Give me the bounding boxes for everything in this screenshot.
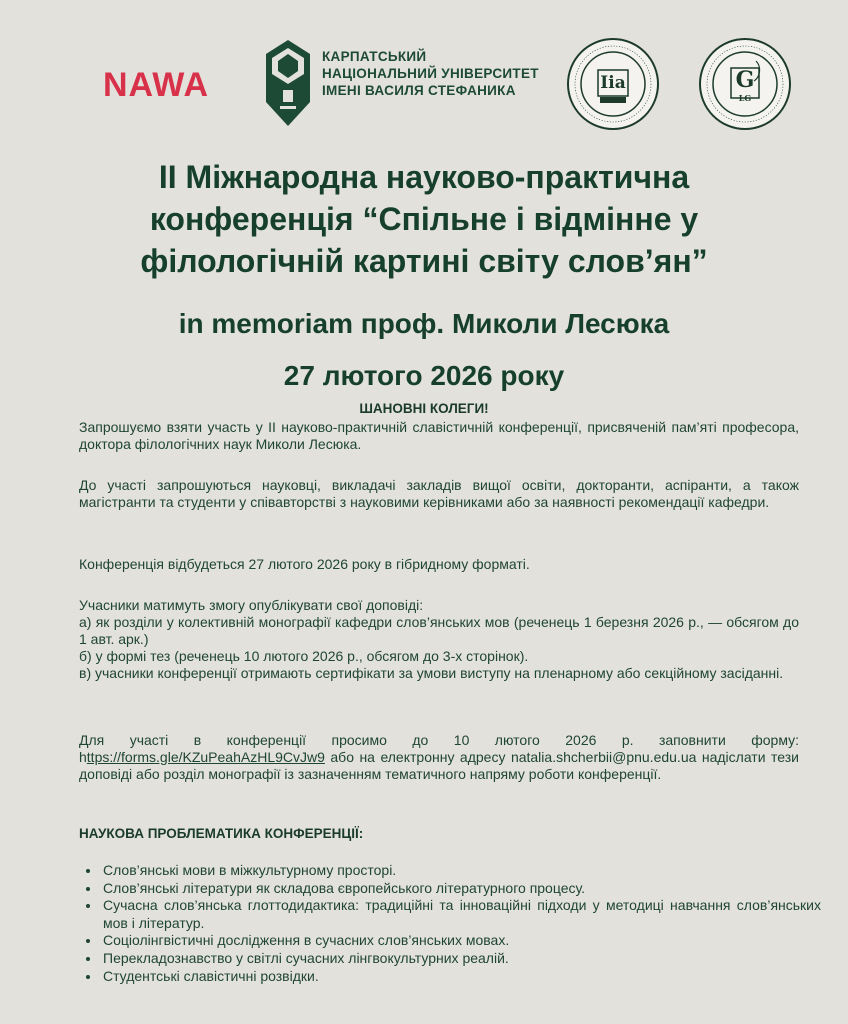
seal-1-letters: Iia: [600, 73, 626, 93]
list-item: • Перекладознавство у світлі сучасних лінгвокультурних реалій.: [101, 950, 821, 968]
participants-paragraph: До участі запрошуються науковці, викладачі закладів вищої освіти, докторанти, аспіранти, а також магістранти та студенти у співавторстві з науковими керівниками або за наявності рекомендації кафедри.: [79, 477, 799, 510]
publication-block: [79, 597, 799, 682]
university-emblem-icon: [266, 40, 310, 126]
publication-option-a: а) як розділи у колективній монографії кафедри слов’янських мов (реченець 1 березня 2026 р., — обсягом до 1 авт. арк.): [79, 614, 799, 647]
page-title: ІІ Міжнародна науково-практична конференція “Спільне і відмінне у філологічній картині світу слов’ян”: [140, 159, 708, 279]
seal-2-letters: G: [735, 67, 755, 93]
department-seal-1: [566, 37, 660, 131]
conference-date: 27 лютого 2026 року: [283, 360, 565, 391]
seal-2-subletters: LG: [738, 93, 752, 103]
publication-option-b: б) у формі тез (реченець 10 лютого 2026 р., обсягом до 3-х сторінок).: [79, 648, 529, 664]
invite-paragraph: Запрошуємо взяти участь у ІІ науково-практичній славістичній конференції, присвяченій пам’яті професора, доктора філологічних наук Миколи Лесюка.: [79, 419, 799, 452]
list-item: • Слов’янські літератури як складова європейського літературного процесу.: [101, 880, 821, 898]
greeting: ШАНОВНІ КОЛЕГИ!: [359, 401, 489, 416]
contact-email[interactable]: natalia.shcherbii@pnu.edu.ua: [510, 749, 697, 765]
university-name: КАРПАТСЬКИЙ НАЦІОНАЛЬНИЙ УНІВЕРСИТЕТ ІМЕНІ ВАСИЛЯ СТЕФАНИКА: [322, 49, 539, 98]
list-item: • Студентські славістичні розвідки.: [101, 968, 821, 986]
list-item: • Соціолінгвістичні дослідження в сучасних слов’янських мовах.: [101, 932, 821, 950]
department-seal-2: [698, 37, 792, 131]
topics-heading: НАУКОВА ПРОБЛЕМАТИКА КОНФЕРЕНЦІЇ:: [79, 826, 364, 841]
list-item: • Слов’янські мови в міжкультурному просторі.: [101, 862, 821, 880]
nawa-logo: NAWA: [103, 66, 209, 104]
format-paragraph: Конференція відбудеться 27 лютого 2026 року в гібридному форматі.: [79, 556, 530, 572]
topics-list: [79, 862, 821, 985]
memoriam-subtitle: in memoriam проф. Миколи Лесюка: [178, 308, 670, 339]
registration-form-link[interactable]: ttps://forms.gle/KZuPeahAzHL9CvJw9: [86, 749, 325, 765]
logo-bar: [0, 0, 848, 150]
registration-paragraph: Для участі в конференції просимо до 10 лютого 2026 р. заповнити форму: https://forms.gle/KZuPeahAzHL9CvJw9 або на електронну адресу natalia.shcherbii@pnu.edu.ua надіслати тези доповіді або розділ монографії із зазначенням тематичного напряму роботи конференції.: [79, 732, 799, 782]
publication-option-c: в) учасники конференції отримають сертифікати за умови виступу на пленарному або секційному засіданні.: [79, 665, 784, 681]
list-item: • Сучасна слов’янська глоттодидактика: традиційні та інноваційні підходи у методиці навчання слов’янських мов і літератур.: [101, 897, 821, 932]
publication-intro: Учасники матимуть змогу опублікувати свої доповіді:: [79, 597, 424, 613]
